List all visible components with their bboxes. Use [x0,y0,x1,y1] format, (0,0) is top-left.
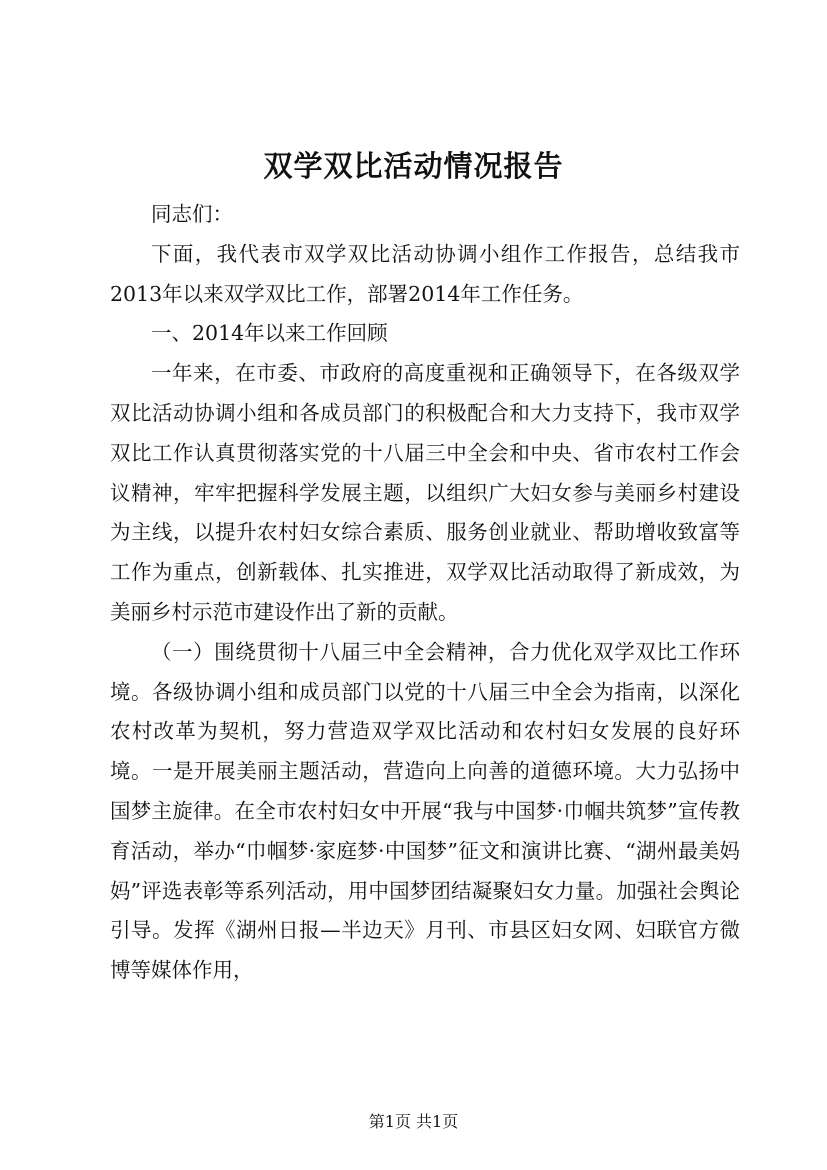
page-footer: 第1页 共1页 [368,1112,459,1131]
subsection-paragraph: （一）围绕贯彻十八届三中全会精神，合力优化双学双比工作环境。各级协调小组和成员部门以党的十八届三中全会为指南，以深化农村改革为契机，努力营造双学双比活动和农村妇女发展的良好环境。一是开展美丽主题活动，营造向上向善的道德环境。大力弘扬中国梦主旋律。在全市农村妇女中开展“我与中国梦·巾帼共筑梦”宣传教育活动，举办“巾帼梦·家庭梦·中国梦”征文和演讲比赛、“湖州最美妈妈”评选表彰等系列活动，用中国梦团结凝聚妇女力量。加强社会舆论引导。发挥《湖州日报—半边天》月刊、市县区妇女网、妇联官方微博等媒体作用， [110,639,740,983]
section-heading: 一、2014年以来工作回顾 [151,321,388,346]
salutation-paragraph: 同志们： [151,202,233,226]
document-body [110,195,740,991]
document-title: 双学双比活动情况报告 [263,149,564,183]
review-paragraph: 一年来，在市委、市政府的高度重视和正确领导下，在各级双学双比活动协调小组和各成员部门的积极配合和大力支持下，我市双学双比工作认真贯彻落实党的十八届三中全会和中央、省市农村工作会议精神，牢牢把握科学发展主题，以组织广大妇女参与美丽乡村建设为主线，以提升农村妇女综合素质、服务创业就业、帮助增收致富等工作为重点，创新载体、扎实推进，双学双比活动取得了新成效，为美丽乡村示范市建设作出了新的贡献。 [110,361,740,624]
intro-paragraph: 下面，我代表市双学双比活动协调小组作工作报告，总结我市2013年以来双学双比工作，部署2014年工作任务。 [110,241,740,306]
